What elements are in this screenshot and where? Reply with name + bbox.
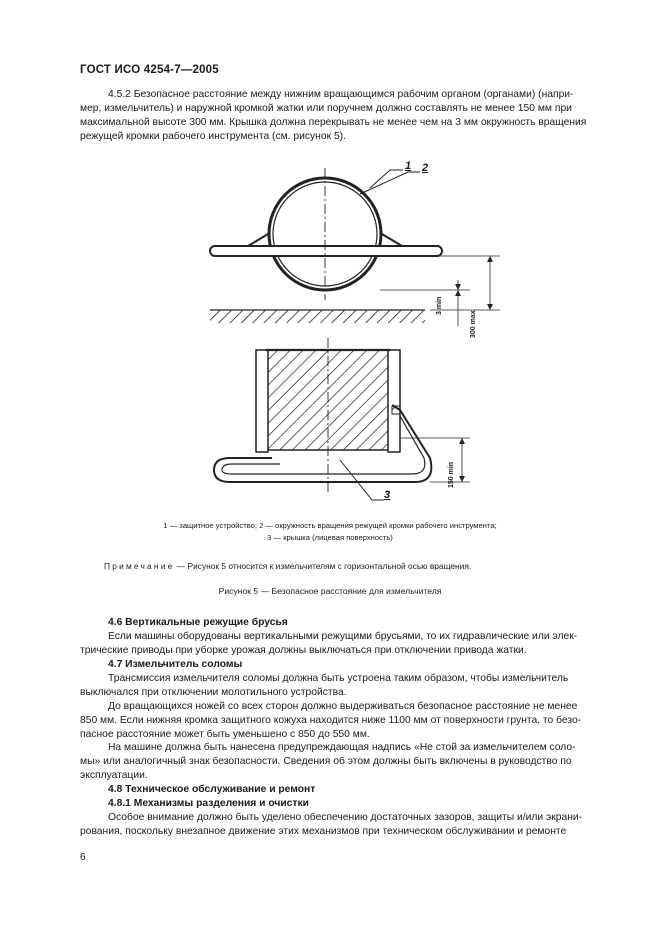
section-heading: 4.8 Техническое обслуживание и ремонт [108, 784, 316, 795]
figure-label-2: 2 [422, 162, 429, 174]
cutting-edge-circle [273, 182, 377, 286]
section-heading: 4.7 Измельчитель соломы [108, 659, 243, 670]
figure-title: Рисунок 5 — Безопасное расстояние для измельчителя [218, 586, 442, 596]
text-line: мер, измельчитель) и наружной кромкой жатки или поручнем должно составлять не менее 150 мм при [80, 102, 572, 114]
text-line: мы» или аналогичный знак безопасности. Сведения об этом должны быть включены в руководство по [80, 756, 572, 768]
figure-label-3: 3 [384, 489, 391, 501]
text-line: пасное расстояние может быть уменьшено с 850 до 550 мм. [80, 728, 370, 740]
text-line: режущей кромки рабочего инструмента (см. рисунок 5). [80, 130, 346, 142]
paragraph-4-5-2 [80, 88, 587, 144]
text-line: максимальной высоте 300 мм. Крышка должна перекрывать не менее чем на 3 мм окружность вращения [80, 116, 587, 128]
chopper-side-view [214, 338, 470, 500]
text-line: рования, поскольку внезапное движение этих механизмов при техническом обслуживании и ремонте [80, 825, 567, 837]
subsection-heading: 4.8.1 Механизмы разделения и очистки [108, 797, 309, 809]
text-line: 850 мм. Если нижняя кромка защитного кожуха находится ниже 1100 мм от поверхности грунта, то безо- [80, 714, 582, 726]
page-number: 6 [80, 852, 86, 863]
note-text: — Рисунок 5 относится к измельчителям с горизонтальной осью вращения. [174, 561, 472, 571]
text-line: 4.5.2 Безопасное расстояние между нижним вращающимся рабочим органом (органами) (напри- [108, 89, 574, 100]
figure-label-1: 1 [405, 160, 412, 172]
section-heading: 4.6 Вертикальные режущие брусья [108, 617, 288, 628]
text-line: Трансмиссия измельчителя соломы должна быть устроена таким образом, чтобы измельчитель [108, 672, 569, 684]
chopper-top-view [210, 168, 442, 323]
note-label: Примечание [104, 561, 175, 571]
guard-rail [210, 246, 442, 256]
dimension-300-max: 300 max [470, 310, 477, 338]
text-line: выключался при отключении молотильного устройства. [80, 686, 347, 698]
text-line: эксплуатации. [80, 770, 148, 782]
legend-line: 3 — крышка (лицевая поверхность) [267, 533, 393, 542]
figure-note [104, 561, 471, 571]
text-line: До вращающихся ножей со всех сторон должно выдерживаться безопасное расстояние не менее [108, 700, 578, 712]
dimension-3-min: 3 min [436, 296, 443, 315]
ground-surface [210, 310, 425, 323]
text-line: Если машины оборудованы вертикальными режущими брусьями, то их гидравлические или элек- [108, 630, 578, 642]
section-4-7 [80, 658, 580, 783]
dimension-150-min: 150 min [448, 461, 455, 488]
document-header: ГОСТ ИСО 4254-7—2005 [80, 64, 219, 76]
section-4-8 [80, 783, 583, 839]
section-4-6 [80, 616, 580, 658]
legend-line: 1 — защитное устройство; 2 — окружность вращения режущей кромки рабочего инструмента; [163, 521, 497, 530]
text-line: Особое внимание должно быть уделено обеспечению достаточных зазоров, защиты и/или экрани- [108, 811, 583, 823]
text-line: трические приводы при уборке урожая должны выключаться при отключении привода жатки. [80, 644, 527, 656]
figure-5-drawing [200, 160, 510, 515]
text-line: На машине должна быть нанесена предупреждающая надпись «Не стой за измельчителем соло- [108, 742, 576, 754]
figure-legend [80, 520, 580, 544]
